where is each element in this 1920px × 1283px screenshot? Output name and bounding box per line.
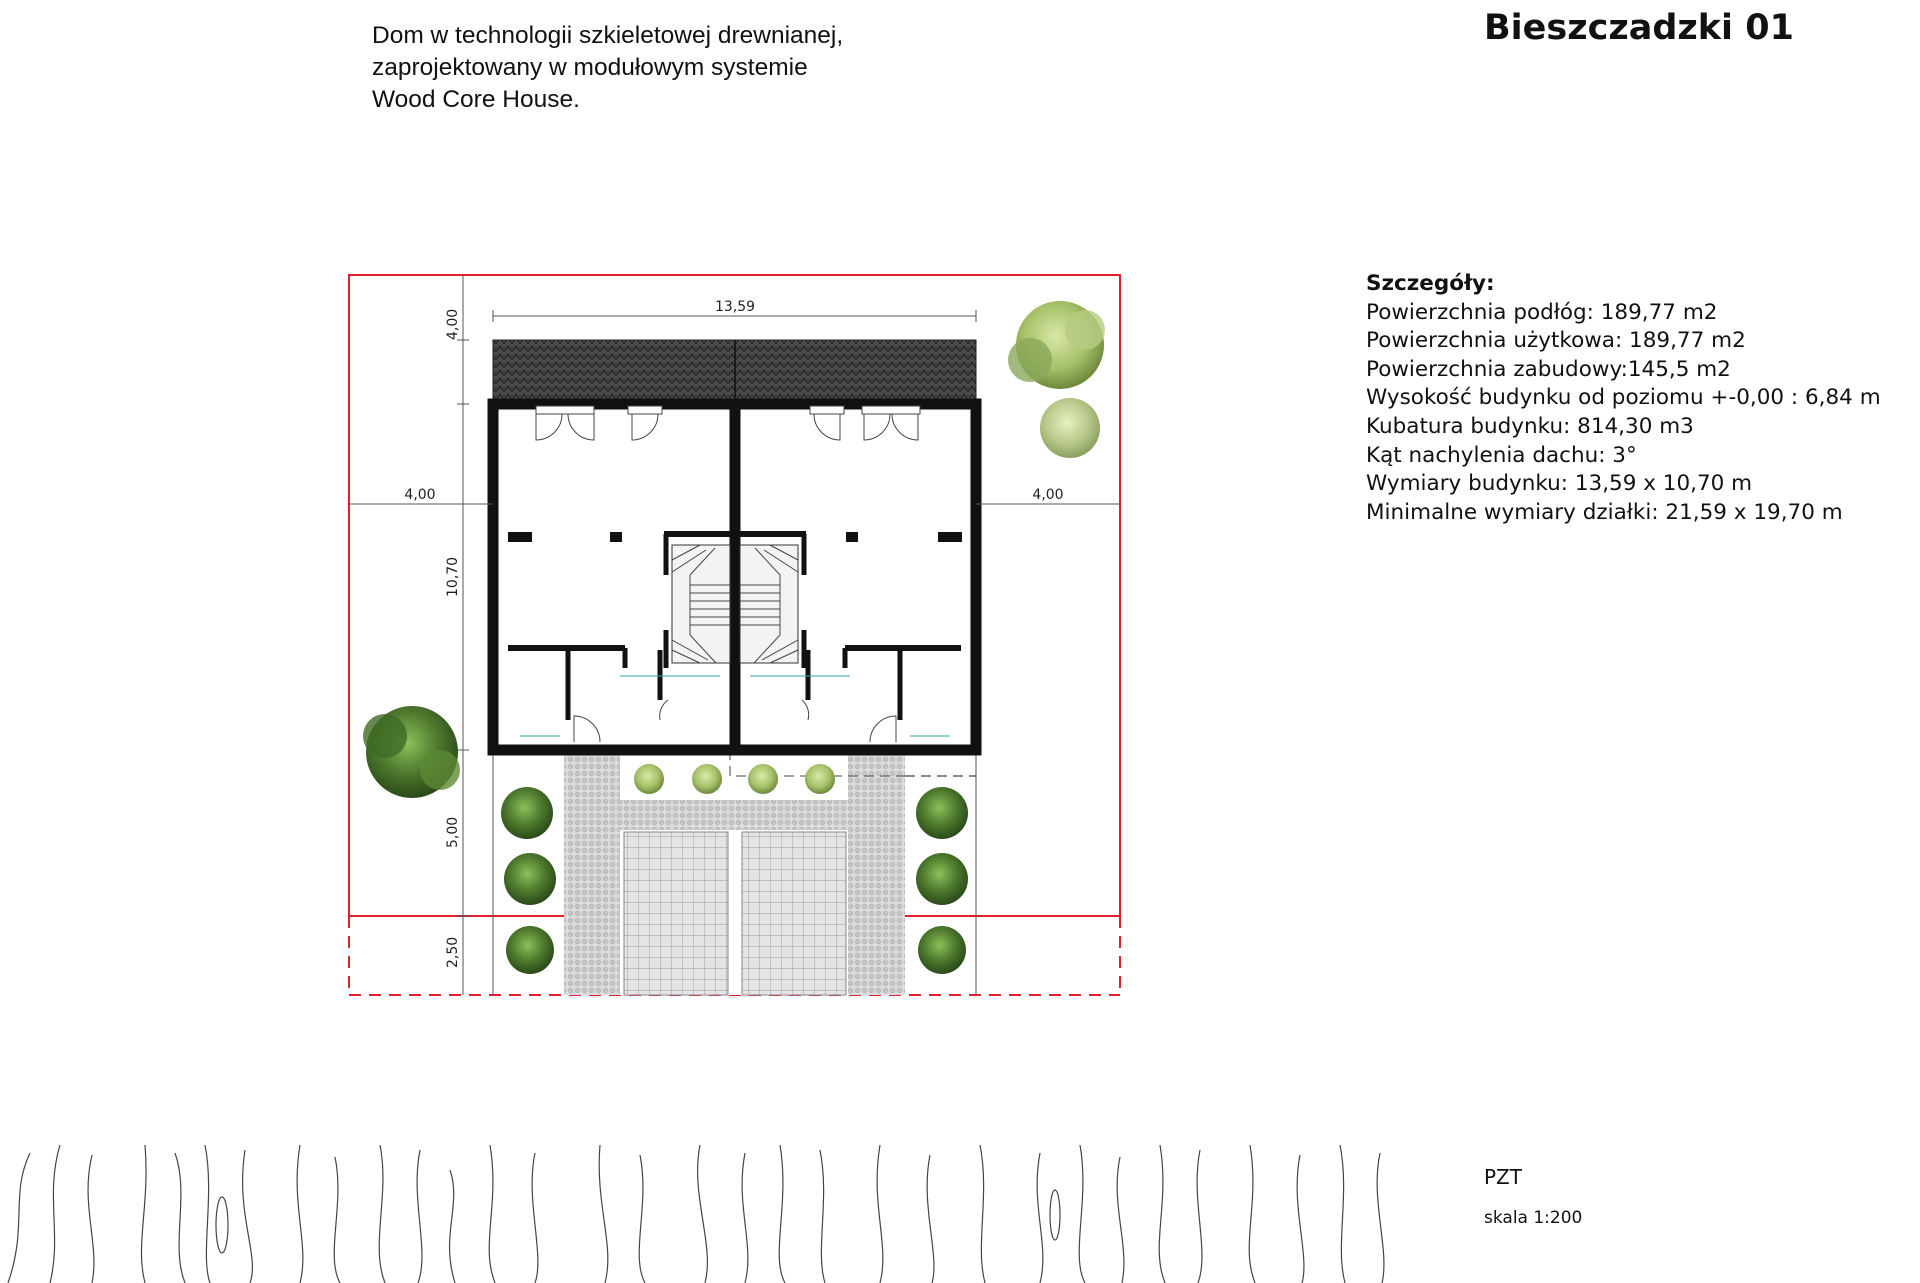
building-walls [493,404,976,750]
dim-front-yard: 5,00 [445,816,461,848]
wood-grain-decoration [0,1145,1400,1283]
detail-roof-angle: Kąt nachylenia dachu: 3° [1366,442,1637,468]
project-title: Bieszczadzki 01 [1484,8,1794,48]
detail-building-dimensions: Wymiary budynku: 13,59 x 10,70 m [1366,471,1753,497]
dim-road-strip: 2,50 [445,936,461,968]
detail-usable-area: Powierzchnia użytkowa: 189,77 m2 [1366,328,1746,354]
tree-large-left [363,706,460,798]
dim-top-setback: 4,00 [445,308,461,340]
detail-floor-area: Powierzchnia podłóg: 189,77 m2 [1366,299,1718,325]
dim-right-setback: 4,00 [1032,487,1064,503]
details-heading: Szczegóły: [1366,271,1495,296]
shrub-right-pale [1040,398,1100,458]
dim-building-depth: 10,70 [445,556,461,597]
detail-cubature: Kubatura budynku: 814,30 m3 [1366,413,1694,439]
detail-min-plot-dimensions: Minimalne wymiary działki: 21,59 x 19,70 m [1366,499,1843,525]
description-line: Wood Core House. [372,86,580,113]
dim-building-width: 13,59 [714,299,756,315]
shrubs-left-row [501,787,556,974]
scale-label: skala 1:200 [1484,1208,1583,1228]
detail-built-area: Powierzchnia zabudowy:145,5 m2 [1366,356,1731,382]
description-line: zaprojektowany w modułowym systemie [372,54,808,81]
detail-building-height: Wysokość budynku od poziomu +-0,00 : 6,84 m [1366,385,1881,411]
description-line: Dom w technologii szkieletowej drewnianej, [372,22,844,49]
dim-left-setback: 4,00 [404,487,436,503]
tree-top-right [1008,301,1105,389]
drawing-type-label: PZT [1484,1165,1522,1189]
shrubs-right-row [916,787,968,974]
driveway [493,750,976,995]
